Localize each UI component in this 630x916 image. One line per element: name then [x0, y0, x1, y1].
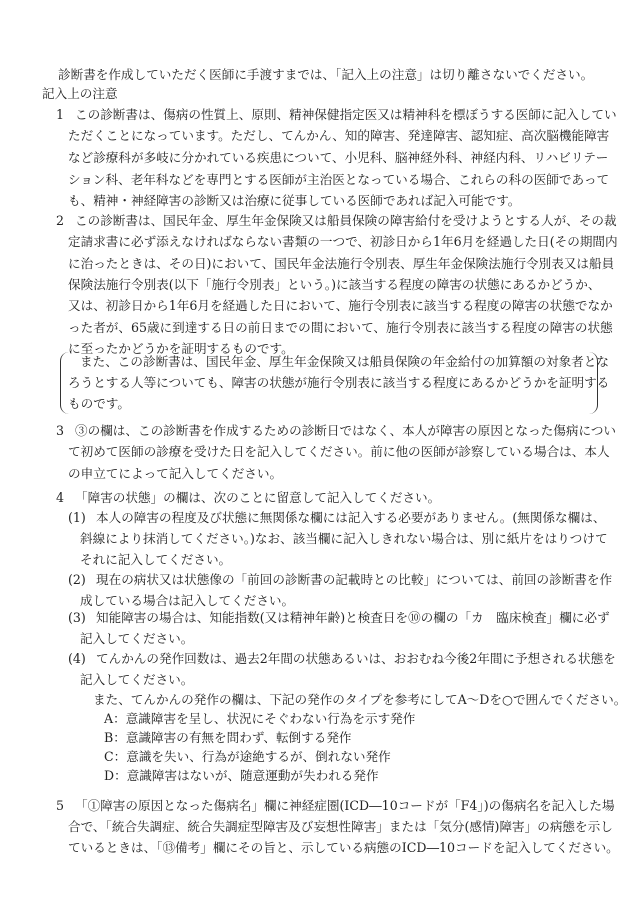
item-3-line: ③の欄は、この診断書を作成するための診断日ではなく、本人が障害の原因となった傷病につい — [75, 423, 617, 438]
item-2-line: 定請求書に必ず添えなければならない書類の一つで、初診日から1年6月を経過した日(その期間内 — [68, 234, 618, 249]
item-number: 4 — [56, 490, 65, 505]
subitem-line: 記入してください。 — [80, 631, 194, 646]
item-4-line: 「障害の状態」の欄は、次のことに留意して記入してください。 — [75, 490, 441, 505]
intro-text: 診断書を作成していただく医師に手渡すまでは、「記入上の注意」は切り離さないでください。 — [58, 67, 594, 82]
subitem-line: てんかんの発作回数は、過去2年間の状態あるいは、おおむね今後2年間に予想される状態を — [96, 651, 616, 666]
subitem-line: 本人の障害の程度及び状態に無関係な欄には記入する必要がありません。(無関係な欄は、 — [96, 510, 606, 525]
subitem-line: また、てんかんの発作の欄は、下記の発作のタイプを参考にしてA〜Dを○で囲んでください。 — [93, 692, 627, 707]
item-2-line: 保険法施行令別表(以下「施行令別表」という。)に該当する程度の障害の状態にあるかどうか、 — [68, 277, 601, 292]
item-1-line: など診療科が多岐に分かれている疾患について、小児科、脳神経外科、神経内科、リハビリテー — [68, 150, 609, 165]
subitem-line: 記入してください。 — [80, 672, 194, 687]
item-2-note-line: ものです。 — [68, 396, 130, 411]
subitem-label: (2) — [68, 572, 86, 587]
item-1-line: ション科、老年科などを専門とする医師が主治医となっている場合、これらの科の医師であって — [68, 172, 610, 187]
subitem-line: 知能障害の場合は、知能指数(又は精神年齢)と検査日を⑩の欄の「カ 臨床検査」欄に必ず — [96, 610, 610, 625]
subitem-line: 現在の病状又は状態像の「前回の診断書の記載時との比較」については、前回の診断書を作 — [96, 572, 613, 587]
subitem-label: (1) — [68, 510, 86, 525]
subitem-line: 斜線により抹消してください。)なお、該当欄に記入しきれない場合は、別に紙片をはりつけて — [80, 531, 608, 546]
item-5-line: 「①障害の原因となった傷病名」欄に神経症圏(ICD―10コードが「F4」)の傷病名を記入した場 — [75, 798, 615, 813]
item-5-line: ているときは、「⑬備考」欄にその旨と、示している病態のICD―10コードを記入してください。 — [68, 840, 619, 855]
subitem-line: それに記入してください。 — [80, 552, 232, 567]
item-2-note-line: ろうとする人等についても、障害の状態が施行令別表に該当する程度にあるかどうかを証明する — [68, 375, 610, 390]
item-number: 3 — [56, 423, 65, 438]
item-1-line: ただくことになっています。ただし、てんかん、知的障害、発達障害、認知症、高次脳機能障害 — [68, 128, 610, 143]
item-number: 1 — [56, 107, 65, 122]
section-heading: 記入上の注意 — [42, 86, 118, 101]
item-number: 2 — [56, 213, 65, 228]
item-2-line: に治ったときは、その日)において、国民年金法施行令別表、厚生年金保険法施行令別表又は船員 — [68, 256, 615, 271]
seizure-type: D：意識障害はないが、随意運動が失われる発作 — [104, 768, 379, 783]
item-2-line: この診断書は、国民年金、厚生年金保険又は船員保険の障害給付を受けようとする人が、その裁 — [75, 213, 617, 228]
seizure-type: B：意識障害の有無を問わず、転倒する発作 — [104, 730, 352, 745]
seizure-type: C：意識を失い、行為が途絶するが、倒れない発作 — [104, 749, 391, 764]
item-3-line: て初めて医師の診療を受けた日を記入してください。前に他の医師が診察している場合は、本人 — [68, 444, 610, 459]
item-1-line: も、精神・神経障害の診断又は治療に従事している医師であれば記入可能です。 — [68, 193, 521, 208]
subitem-label: (3) — [68, 610, 86, 625]
item-2-line: に至ったかどうかを証明するものです。 — [68, 341, 294, 356]
item-2-line: った者が、65歳に到達する日の前日までの間において、施行令別表に該当する程度の障害の状態 — [68, 320, 613, 335]
item-2-line: 又は、初診日から1年6月を経過した日において、施行令別表に該当する程度の障害の状態でなか — [68, 298, 613, 313]
item-2-note-line: また、この診断書は、国民年金、厚生年金保険又は船員保険の年金給付の加算額の対象者とな — [80, 354, 609, 369]
item-5-line: 合で、「統合失調症、統合失調症型障害及び妄想性障害」または「気分(感情)障害」の病態を示し — [68, 819, 613, 834]
item-1-line: この診断書は、傷病の性質上、原則、精神保健指定医又は精神科を標ぼうする医師に記入してい — [75, 107, 617, 122]
subitem-label: (4) — [68, 651, 86, 666]
seizure-type: A：意識障害を呈し、状況にそぐわない行為を示す発作 — [104, 711, 416, 726]
subitem-line: 成している場合は記入してください。 — [80, 593, 295, 608]
item-3-line: の申立てによって記入してください。 — [68, 466, 283, 481]
item-number: 5 — [56, 798, 65, 813]
